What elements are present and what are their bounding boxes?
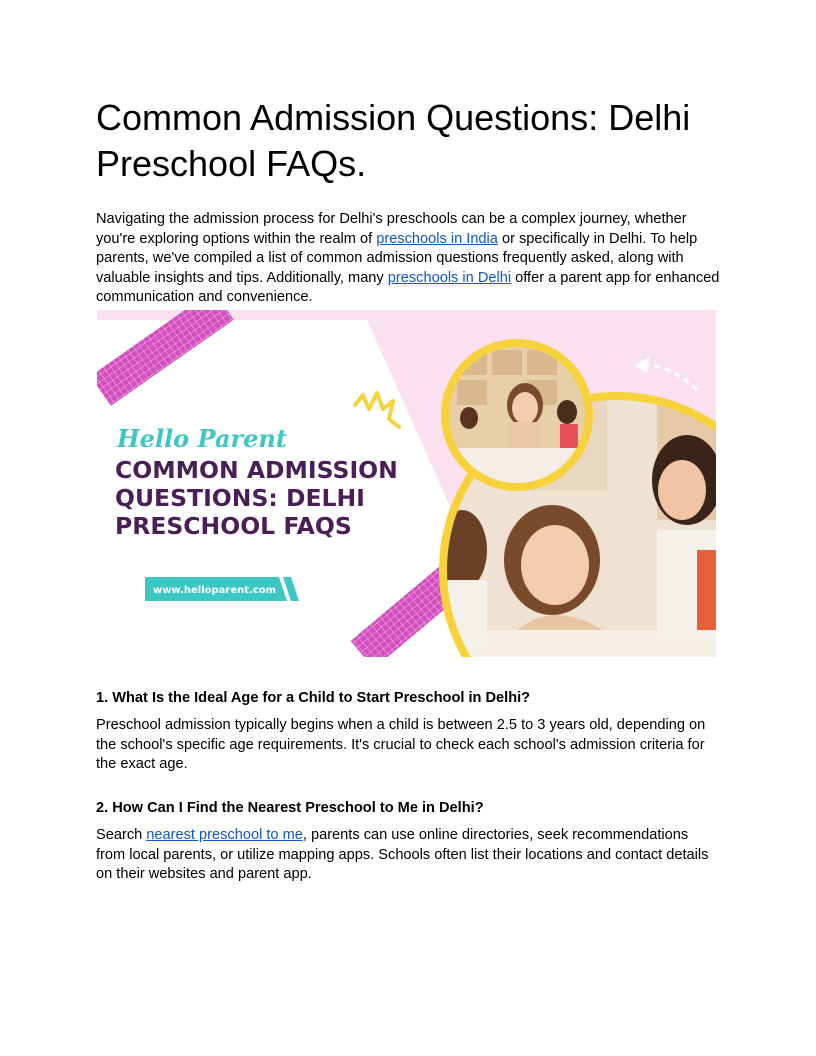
page-title <box>96 95 736 187</box>
faq-answer-2-text-2: , parents can use online directories, seek recommendations from local parents, or utilize mapping apps. Schools often list their locations and contact details on their websites and parent app. <box>96 827 709 882</box>
preschools-in-delhi-link[interactable]: preschools in Delhi <box>387 269 512 286</box>
banner-headline-1: COMMON ADMISSION <box>115 456 398 484</box>
intro-paragraph <box>96 210 720 308</box>
banner-headline-3: PRESCHOOL FAQS <box>115 512 352 540</box>
intro-text-2: or specifically in Delhi. To help parents, we've compiled a list of common admission questions frequently asked, along with valuable insights and tips. Additionally, many <box>96 230 698 286</box>
faq-answer-2-text-1: Search <box>96 827 147 843</box>
title-line-1: Common Admission Questions: Delhi <box>96 97 691 138</box>
banner-image <box>97 310 716 657</box>
banner-url: www.helloparent.com <box>153 585 277 596</box>
banner-headline-2: QUESTIONS: DELHI <box>115 484 365 512</box>
faq-question-2: 2. How Can I Find the Nearest Preschool to Me in Delhi? <box>96 800 484 816</box>
banner-brand: Hello Parent <box>117 424 287 453</box>
faq-answer-2 <box>96 826 720 885</box>
faq-question-1: 1. What Is the Ideal Age for a Child to Start Preschool in Delhi? <box>96 690 531 706</box>
faq-answer-1: Preschool admission typically begins when a child is between 2.5 to 3 years old, depending on the school's specific age requirements. It's crucial to check each school's admission criteria for the exact age. <box>96 717 706 772</box>
photo-girl-classroom <box>441 339 593 491</box>
preschools-in-india-link[interactable]: preschools in India <box>376 230 498 247</box>
intro-text-1: Navigating the admission process for Delhi's preschools can be a complex journey, whether you're exploring options within the realm of <box>96 211 687 247</box>
nearest-preschool-link[interactable]: nearest preschool to me <box>146 827 303 843</box>
title-line-2: Preschool FAQs. <box>96 143 367 184</box>
intro-text-3: offer a parent app for enhanced communication and convenience. <box>96 269 720 305</box>
